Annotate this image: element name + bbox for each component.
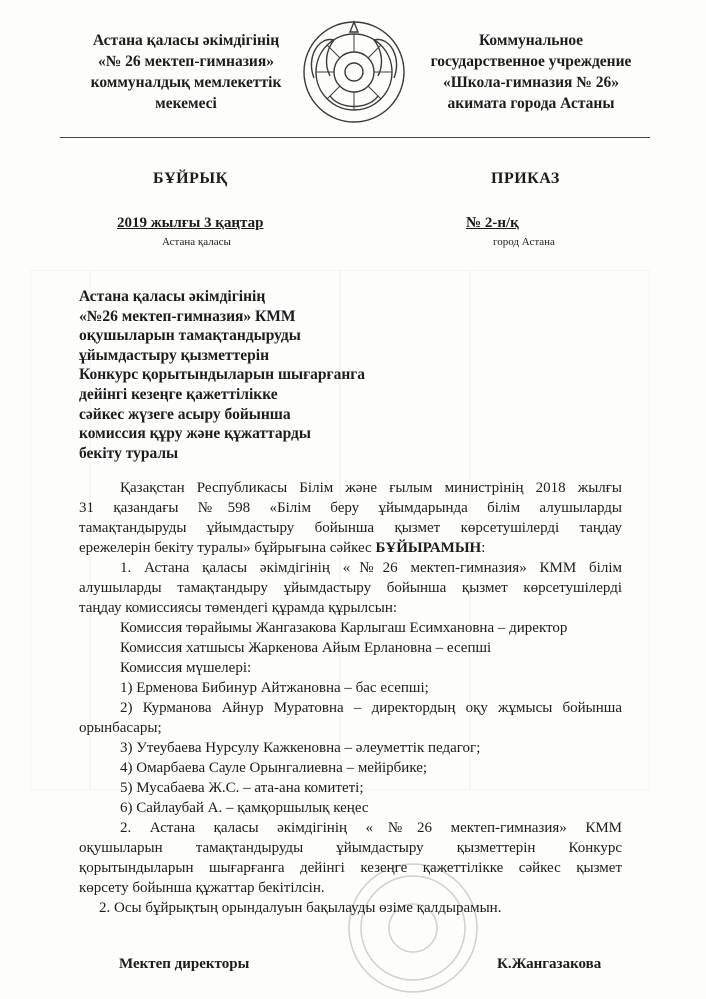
- commission-secretary: Комиссия хатшысы Жаркенова Айым Ерлановна – есепші: [120, 640, 492, 656]
- header-left-line: коммуналдық мемлекеттік: [90, 74, 282, 91]
- commission-chair: Комиссия төрайымы Жангазакова Карлыгаш Есимхановна – директор: [120, 620, 568, 636]
- title-line: сәйкес жүзеге асыру бойынша: [79, 405, 291, 423]
- title-line: ұйымдастыру қызметтерін: [79, 346, 270, 364]
- body-line: 31 қазандағы №598 «Білім беру ұйымдарында білім алушыларды: [79, 500, 622, 516]
- header-left-line: «№ 26 мектеп-гимназия»: [97, 53, 275, 70]
- title-line: Конкурс қорытындыларын шығарғанга: [79, 366, 366, 384]
- body-text-span: :: [481, 540, 486, 556]
- faint-seal-stamp-icon: [343, 858, 483, 998]
- header-right-line: «Школа-гимназия № 26»: [443, 74, 619, 91]
- body-line: 2. Осы бұйрықтың орындалуын бақылауды өзіме қалдырамын.: [99, 900, 502, 916]
- body-text-span: ережелерін бекіту туралы» бұйрығына сәйкес: [79, 540, 376, 556]
- document-type-kz: БҰЙРЫҚ: [153, 170, 228, 187]
- order-directive: БҰЙЫРАМЫН: [375, 540, 482, 556]
- title-line: Астана қаласы әкімдігінің: [79, 288, 266, 305]
- body-line: таңдау комиссиясы төмендегі құрамда құрылсын:: [79, 600, 398, 616]
- order-number: № 2-н/қ: [466, 215, 519, 231]
- state-emblem-icon: [300, 18, 408, 126]
- commission-member: 2) Курманова Айнур Муратовна – директордың оқу жұмысы бойынша: [120, 700, 622, 716]
- commission-member: 6) Сайлаубай А. – қамқоршылық кеңес: [120, 800, 369, 816]
- order-city-kz: Астана қаласы: [162, 236, 231, 248]
- body-line: 1. Астана қаласы әкімдігінің «№26 мектеп-гимназия» КММ білім: [120, 560, 622, 576]
- document-type-ru: ПРИКАЗ: [491, 170, 560, 187]
- body-line: алушыларды тамақтандыру ұйымдастыру бойынша қызмет көрсетушілерді: [79, 580, 622, 596]
- title-line: комиссия құру және құжаттарды: [79, 425, 311, 443]
- commission-member: 3) Утеубаева Нурсулу Кажкеновна – әлеуметтік педагог;: [120, 740, 481, 756]
- body-line: қорытындыларын шығарғанга дейінгі кезеңге қажеттілікке сәйкес қызмет: [79, 860, 622, 876]
- commission-member: 4) Омарбаева Сауле Орынгалиевна – мейірбике;: [120, 760, 428, 776]
- header-right-line: государственное учреждение: [430, 53, 632, 70]
- body-line: 2. Астана қаласы әкімдігінің «№26 мектеп-гимназия» КММ: [120, 820, 622, 836]
- order-body: [79, 478, 622, 918]
- commission-member: 5) Мусабаева Ж.С. – ата-ана комитеті;: [120, 780, 364, 796]
- order-date: 2019 жылғы 3 қаңтар: [117, 215, 264, 231]
- title-line: дейінгі кезеңге қажеттілікке: [79, 385, 278, 403]
- signature-name: К.Жангазакова: [497, 956, 602, 972]
- body-line: көрсету бойынша құжаттар бекітілсін.: [79, 880, 325, 896]
- header-left-line: мекемесі: [155, 95, 217, 112]
- order-city-ru: город Астана: [493, 236, 555, 248]
- title-line: «№26 мектеп-гимназия» КММ: [79, 307, 296, 325]
- body-line: тамақтандыруды ұйымдастыру бойынша қызмет көрсетушілерді таңдау: [79, 520, 622, 536]
- body-line: оқушыларын тамақтандыруды ұйымдастыру қызметтерін Конкурс: [79, 840, 622, 856]
- commission-members-label: Комиссия мүшелері:: [120, 660, 252, 676]
- header-left-line: Астана қаласы әкімдігінің: [92, 32, 280, 49]
- signature-position: Мектеп директоры: [119, 956, 250, 972]
- header-right-line: Коммунальное: [478, 32, 584, 49]
- order-subject-title: [79, 287, 365, 463]
- header-right-institution-ru: [418, 30, 644, 114]
- body-line: [79, 538, 622, 558]
- header-right-line: акимата города Астаны: [447, 95, 615, 112]
- commission-member: 1) Ерменова Бибинур Айтжановна – бас есепші;: [120, 680, 429, 696]
- header-left-institution-kz: [70, 30, 302, 114]
- title-line: бекіту туралы: [79, 444, 179, 462]
- header-divider: [60, 137, 650, 138]
- body-line: Қазақстан Республикасы Білім және ғылым министрінің 2018 жылғы: [120, 480, 622, 496]
- commission-member-continued: орынбасары;: [79, 720, 162, 736]
- title-line: оқушыларын тамақтандыруды: [79, 327, 301, 345]
